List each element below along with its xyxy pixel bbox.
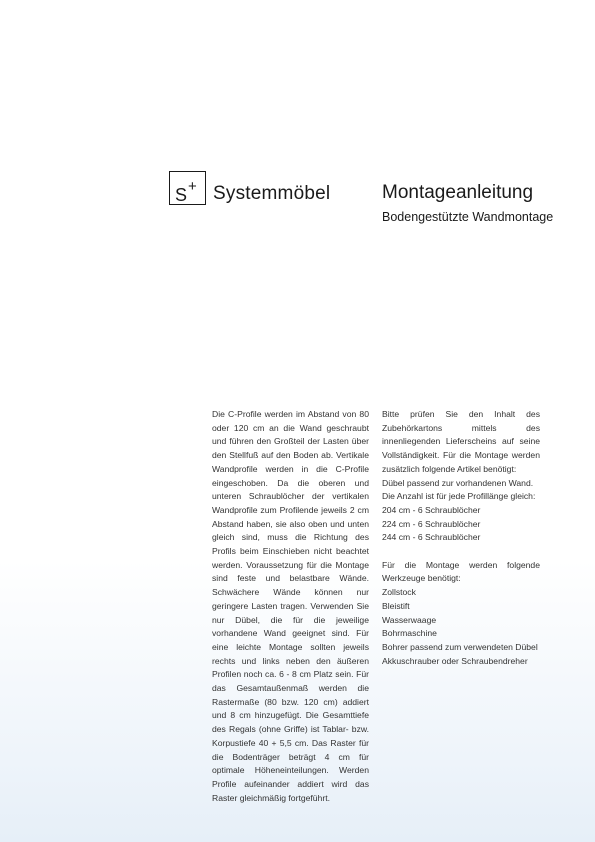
tool-item: Akkuschrauber oder Schraubendreher	[382, 655, 528, 666]
list-item: 244 cm - 6 Schraublöcher	[382, 532, 481, 543]
logo-mark	[169, 171, 206, 205]
list-item: Die Anzahl ist für jede Profillänge gleich:	[382, 491, 536, 502]
tools-intro: Für die Montage werden folgende Werkzeuge benötigt:	[382, 559, 540, 584]
left-column-paragraph: Die C-Profile werden im Abstand von 80 oder 120 cm an die Wand geschraubt und führen den Großteil der Lasten über den Stellfuß auf den Boden ab. Vertikale Wandprofile werden in die C-Profile eingeschoben. Da die oberen und unteren Schraublöcher der vertikalen Wandprofile zum Profilende jeweils 2 cm Abstand haben, sie also oben und unten gleich sind, muss die Richtung des Profils beim Einschieben nicht beachtet werden. Voraussetzung für die Montage sind feste und belastbare Wände. Schwächere Wände können nur geringere Lasten tragen. Verwenden Sie nur Dübel, die für die jeweilige vorhandene Wand geeignet sind. Für eine leichte Montage sollten jeweils rechts und links neben den äußeren Profilen noch ca. 6 - 8 cm Platz sein. Für das Gesamtaußenmaß werden die Rastermaße (80 bzw. 120 cm) addiert und 8 cm hinzugefügt. Die Gesamttiefe des Regals (ohne Griffe) ist Tablar- bzw. Korpustiefe 40 + 5,5 cm. Das Raster für die Bodenträger beträgt 4 cm für optimale Höheneinteilungen. Werden Profile aufeinander addiert wird das Raster gleichmäßig fortgeführt.	[212, 409, 369, 803]
logo-mark-glyph	[175, 178, 197, 205]
left-text-column	[212, 408, 369, 805]
tool-item: Zollstock	[382, 587, 416, 598]
tool-item: Wasserwaage	[382, 614, 437, 625]
tool-item: Bohrer passend zum verwendeten Dübel	[382, 641, 538, 652]
logo-mark-letter: S	[175, 185, 188, 205]
right-text-column	[382, 408, 540, 668]
brand-name: Systemmöbel	[213, 183, 331, 204]
brand-logo	[169, 171, 330, 205]
tool-item: Bleistift	[382, 600, 410, 611]
document-title: Montageanleitung	[382, 182, 534, 203]
logo-mark-plus: +	[188, 178, 197, 195]
right-column-intro: Bitte prüfen Sie den Inhalt des Zubehörkartons mittels des innenliegenden Lieferscheins auf seine Vollständigkeit. Für die Montage werden zusätzlich folgende Artikel benötigt:	[382, 409, 540, 474]
document-subtitle: Bodengestützte Wandmontage	[382, 210, 554, 224]
tool-item: Bohrmaschine	[382, 628, 437, 639]
list-item: 224 cm - 6 Schraublöcher	[382, 518, 481, 529]
spacer	[382, 545, 540, 559]
list-item: Dübel passend zur vorhandenen Wand.	[382, 477, 534, 488]
list-item: 204 cm - 6 Schraublöcher	[382, 504, 481, 515]
